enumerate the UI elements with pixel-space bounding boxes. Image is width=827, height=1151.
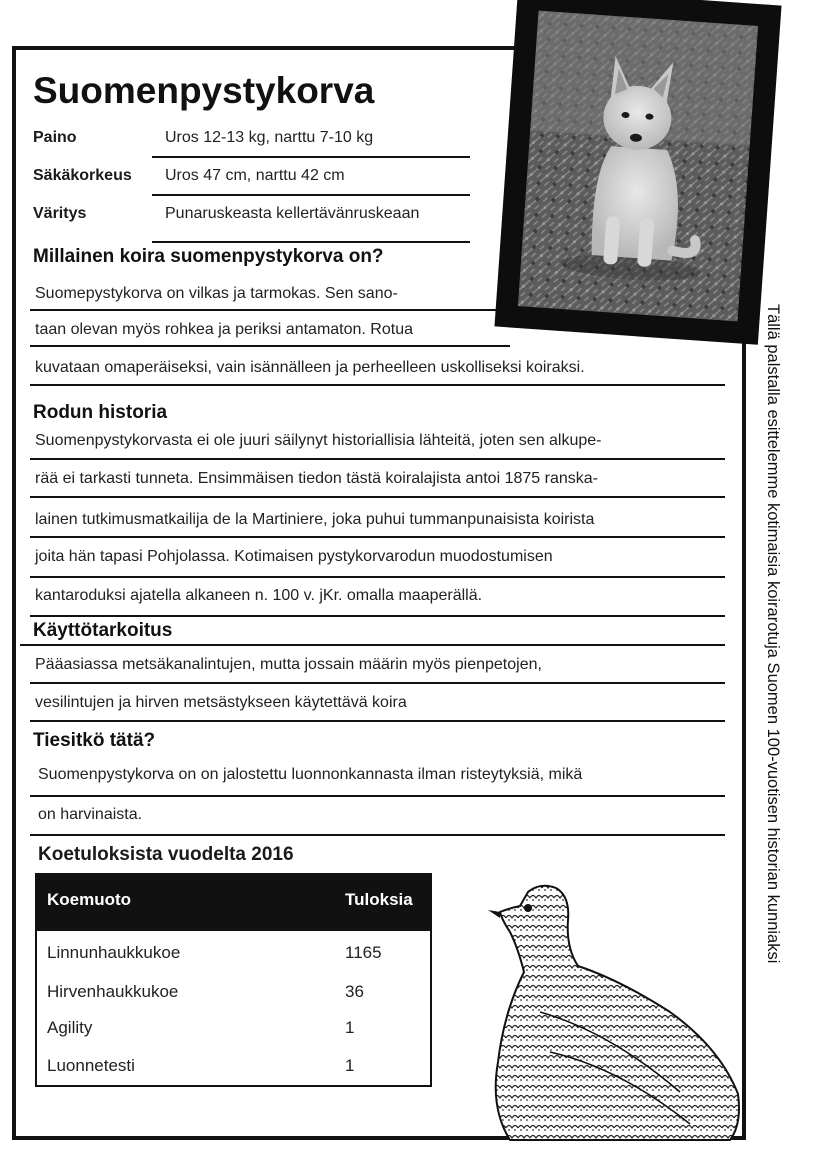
page-title: Suomenpystykorva xyxy=(33,70,375,111)
body-line: taan olevan myös rohkea ja periksi antamaton. Rotua xyxy=(35,321,413,338)
spec-label-weight: Paino xyxy=(33,129,77,146)
line-rule xyxy=(30,576,725,578)
table-cell-count: 36 xyxy=(345,982,364,1001)
spec-label-height: Säkäkorkeus xyxy=(33,167,132,184)
table-cell-test: Luonnetesti xyxy=(47,1056,135,1075)
side-caption: Tällä palstalla esittelemme kotimaisia koirarotuja Suomen 100-vuotisen historian kunniaksi xyxy=(764,304,782,964)
spec-value-height: Uros 47 cm, narttu 42 cm xyxy=(165,167,345,184)
results-table xyxy=(35,873,432,1087)
body-line: kantaroduksi ajatella alkaneen n. 100 v. jKr. omalla maaperällä. xyxy=(35,587,483,604)
body-line: Suomenpystykorva on on jalostettu luonnonkannasta ilman risteytyksiä, mikä xyxy=(38,766,583,783)
dog-photo-frame xyxy=(494,0,781,345)
line-rule xyxy=(30,345,510,347)
line-rule xyxy=(30,536,725,538)
line-rule xyxy=(30,682,725,684)
body-line: lainen tutkimusmatkailija de la Martiniere, joka puhui tummanpunaisista koirista xyxy=(35,511,595,528)
spec-divider xyxy=(152,194,470,196)
body-line: Suomepystykorva on vilkas ja tarmokas. Sen sano- xyxy=(35,285,398,302)
line-rule xyxy=(30,384,725,386)
spec-divider xyxy=(152,156,470,158)
spec-divider xyxy=(152,241,470,243)
spec-value-weight: Uros 12-13 kg, narttu 7-10 kg xyxy=(165,129,374,146)
dog-illustration xyxy=(518,11,758,322)
section-heading-purpose: Käyttötarkoitus xyxy=(33,620,173,641)
grouse-illustration xyxy=(470,862,750,1142)
line-rule xyxy=(30,309,510,311)
column-header-count: Tuloksia xyxy=(345,890,413,909)
table-cell-count: 1 xyxy=(345,1056,355,1075)
column-header-test: Koemuoto xyxy=(47,890,132,909)
body-line: Suomenpystykorvasta ei ole juuri säilynyt historiallisia lähteitä, joten sen alkupe- xyxy=(35,432,602,449)
line-rule xyxy=(30,496,725,498)
line-rule xyxy=(30,458,725,460)
table-cell-test: Linnunhaukkukoe xyxy=(47,943,181,962)
body-line: vesilintujen ja hirven metsästykseen käytettävä koira xyxy=(35,694,407,711)
table-cell-test: Hirvenhaukkukoe xyxy=(47,982,179,1001)
results-table-header xyxy=(37,875,430,931)
line-rule xyxy=(30,795,725,797)
body-line: joita hän tapasi Pohjolassa. Kotimaisen pystykorvarodun muodostumisen xyxy=(35,548,553,565)
section-heading-history: Rodun historia xyxy=(33,402,168,423)
body-line: Pääasiassa metsäkanalintujen, mutta jossain määrin myös pienpetojen, xyxy=(35,656,542,673)
table-cell-count: 1165 xyxy=(345,943,382,962)
body-line: on harvinaista. xyxy=(38,806,143,823)
line-rule xyxy=(20,644,725,646)
results-heading: Koetuloksista vuodelta 2016 xyxy=(38,844,294,865)
body-line: rää ei tarkasti tunneta. Ensimmäisen tiedon tästä koiralajista antoi 1875 ranska- xyxy=(35,470,598,487)
spec-label-color: Väritys xyxy=(33,205,87,222)
line-rule xyxy=(30,720,725,722)
line-rule xyxy=(30,834,725,836)
table-cell-test: Agility xyxy=(47,1018,93,1037)
dog-photo xyxy=(518,11,758,322)
line-rule xyxy=(30,615,725,617)
body-line: kuvataan omaperäiseksi, vain isännälleen ja perheelleen uskolliseksi koiraksi. xyxy=(35,359,585,376)
section-heading-what: Millainen koira suomenpystykorva on? xyxy=(33,246,384,267)
spec-value-color: Punaruskeasta kellertävänruskeaan xyxy=(165,205,420,222)
table-cell-count: 1 xyxy=(345,1018,355,1037)
section-heading-trivia: Tiesitkö tätä? xyxy=(33,730,156,751)
